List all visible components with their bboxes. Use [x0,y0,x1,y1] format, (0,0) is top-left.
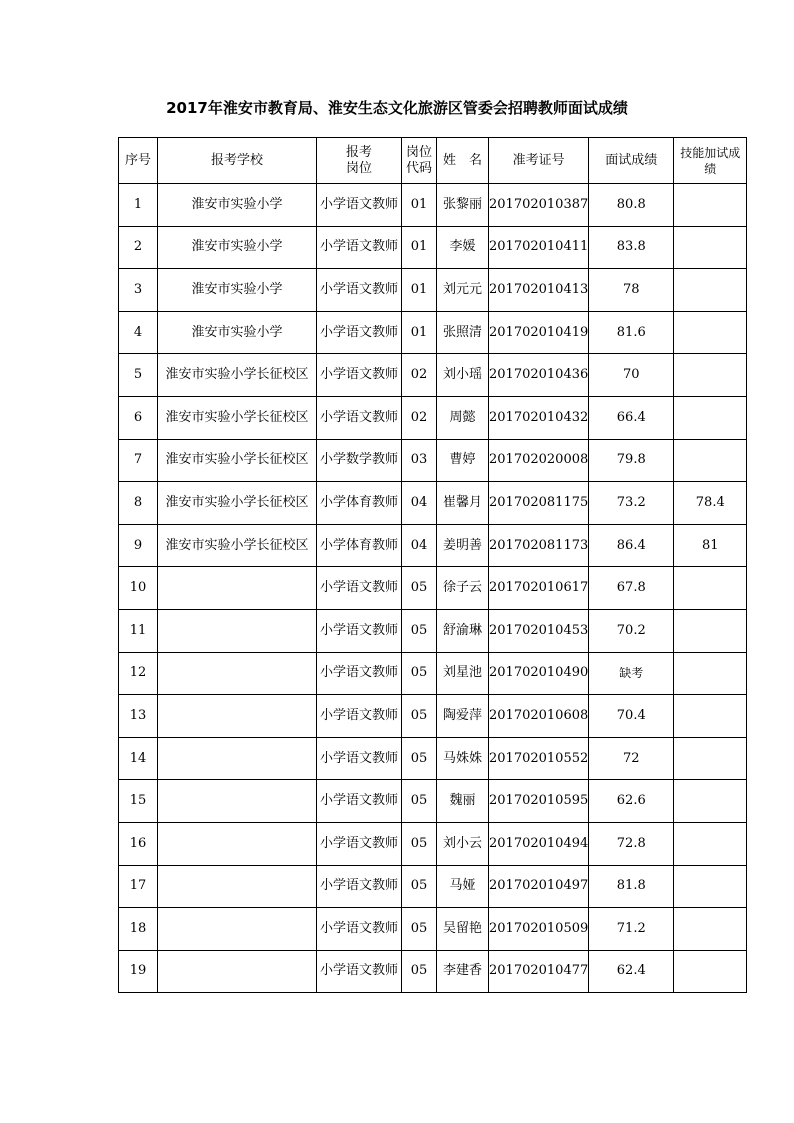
cell-code: 05 [402,908,437,951]
cell-skill [674,184,747,227]
cell-score: 70.2 [589,609,674,652]
cell-exam-no: 201702010477 [489,950,589,993]
cell-school: 淮安市实验小学长征校区 [158,524,317,567]
table-row [119,609,747,652]
cell-school [158,865,317,908]
header-skill-line2: 绩 [704,161,717,176]
cell-exam-no: 201702010552 [489,737,589,780]
cell-school: 淮安市实验小学 [158,226,317,269]
table-row [119,226,747,269]
cell-code: 05 [402,737,437,780]
cell-skill [674,567,747,610]
cell-seq: 15 [119,780,158,823]
header-skill-line1: 技能加试成 [680,145,741,160]
table-row [119,865,747,908]
cell-name: 魏丽 [437,780,489,823]
cell-school [158,737,317,780]
table-row [119,524,747,567]
cell-post: 小学语文教师 [317,269,402,312]
cell-skill [674,269,747,312]
cell-skill [674,695,747,738]
cell-school [158,908,317,951]
cell-exam-no: 201702010490 [489,652,589,695]
cell-name: 吴留艳 [437,908,489,951]
cell-skill: 78.4 [674,482,747,525]
cell-score: 67.8 [589,567,674,610]
cell-code: 05 [402,609,437,652]
cell-code: 01 [402,311,437,354]
cell-post: 小学语文教师 [317,780,402,823]
cell-school: 淮安市实验小学 [158,269,317,312]
header-seq: 序号 [119,138,158,184]
table-row [119,652,747,695]
cell-name: 徐子云 [437,567,489,610]
cell-school [158,652,317,695]
cell-code: 02 [402,354,437,397]
table-row [119,354,747,397]
cell-exam-no: 201702010432 [489,396,589,439]
cell-seq: 17 [119,865,158,908]
cell-seq: 16 [119,822,158,865]
cell-exam-no: 201702010436 [489,354,589,397]
cell-exam-no: 201702010608 [489,695,589,738]
cell-score: 71.2 [589,908,674,951]
cell-seq: 1 [119,184,158,227]
cell-exam-no: 201702010494 [489,822,589,865]
cell-seq: 5 [119,354,158,397]
cell-name: 刘元元 [437,269,489,312]
cell-code: 05 [402,652,437,695]
cell-seq: 6 [119,396,158,439]
header-post [317,138,402,184]
cell-post: 小学数学教师 [317,439,402,482]
cell-post: 小学语文教师 [317,822,402,865]
cell-school [158,567,317,610]
cell-score: 81.6 [589,311,674,354]
cell-school: 淮安市实验小学长征校区 [158,396,317,439]
header-exam-no: 准考证号 [489,138,589,184]
cell-skill [674,652,747,695]
header-name: 姓 名 [437,138,489,184]
cell-seq: 7 [119,439,158,482]
cell-skill [674,396,747,439]
cell-exam-no: 201702010419 [489,311,589,354]
cell-code: 04 [402,482,437,525]
cell-skill [674,737,747,780]
cell-seq: 10 [119,567,158,610]
cell-code: 05 [402,780,437,823]
header-post-line2: 岗位 [345,160,372,176]
cell-post: 小学语文教师 [317,950,402,993]
cell-skill [674,226,747,269]
cell-seq: 14 [119,737,158,780]
cell-skill [674,439,747,482]
cell-exam-no: 201702010497 [489,865,589,908]
table-row [119,737,747,780]
cell-score: 62.4 [589,950,674,993]
table-row [119,439,747,482]
cell-seq: 9 [119,524,158,567]
cell-name: 刘小瑶 [437,354,489,397]
cell-exam-no: 201702010617 [489,567,589,610]
cell-skill [674,609,747,652]
header-skill [674,138,747,184]
cell-name: 张照清 [437,311,489,354]
cell-school [158,950,317,993]
table-row [119,695,747,738]
cell-school [158,695,317,738]
cell-post: 小学语文教师 [317,354,402,397]
cell-exam-no: 201702010453 [489,609,589,652]
cell-score: 70 [589,354,674,397]
cell-skill [674,354,747,397]
cell-school: 淮安市实验小学长征校区 [158,354,317,397]
cell-post: 小学语文教师 [317,652,402,695]
cell-seq: 2 [119,226,158,269]
table-row [119,822,747,865]
cell-name: 陶爱萍 [437,695,489,738]
cell-seq: 3 [119,269,158,312]
cell-score: 80.8 [589,184,674,227]
cell-seq: 12 [119,652,158,695]
cell-code: 05 [402,865,437,908]
cell-exam-no: 201702010387 [489,184,589,227]
cell-school [158,609,317,652]
cell-name: 马娅 [437,865,489,908]
cell-post: 小学体育教师 [317,524,402,567]
table-row [119,908,747,951]
cell-post: 小学体育教师 [317,482,402,525]
cell-post: 小学语文教师 [317,609,402,652]
cell-name: 崔馨月 [437,482,489,525]
cell-score: 62.6 [589,780,674,823]
cell-score: 70.4 [589,695,674,738]
table-row [119,184,747,227]
cell-skill [674,950,747,993]
cell-school: 淮安市实验小学长征校区 [158,439,317,482]
cell-name: 马姝姝 [437,737,489,780]
cell-exam-no: 201702081173 [489,524,589,567]
cell-seq: 4 [119,311,158,354]
header-score: 面试成绩 [589,138,674,184]
cell-name: 刘小云 [437,822,489,865]
cell-skill [674,908,747,951]
cell-school [158,822,317,865]
score-table [118,137,747,993]
cell-score: 79.8 [589,439,674,482]
cell-exam-no: 201702010411 [489,226,589,269]
cell-post: 小学语文教师 [317,567,402,610]
cell-score: 72.8 [589,822,674,865]
cell-exam-no: 201702020008 [489,439,589,482]
cell-skill: 81 [674,524,747,567]
cell-post: 小学语文教师 [317,865,402,908]
cell-code: 01 [402,226,437,269]
table-row [119,567,747,610]
cell-skill [674,311,747,354]
cell-code: 04 [402,524,437,567]
cell-code: 05 [402,950,437,993]
cell-code: 01 [402,269,437,312]
cell-name: 张黎丽 [437,184,489,227]
cell-name: 李建香 [437,950,489,993]
cell-post: 小学语文教师 [317,695,402,738]
cell-skill [674,780,747,823]
cell-post: 小学语文教师 [317,311,402,354]
cell-seq: 19 [119,950,158,993]
cell-skill [674,822,747,865]
cell-post: 小学语文教师 [317,396,402,439]
cell-code: 03 [402,439,437,482]
cell-seq: 13 [119,695,158,738]
cell-name: 舒渝琳 [437,609,489,652]
table-row [119,950,747,993]
header-code [402,138,437,184]
cell-score: 83.8 [589,226,674,269]
cell-skill [674,865,747,908]
cell-name: 曹婷 [437,439,489,482]
table-body [119,184,747,993]
cell-code: 01 [402,184,437,227]
cell-seq: 18 [119,908,158,951]
cell-code: 05 [402,695,437,738]
cell-score: 72 [589,737,674,780]
cell-exam-no: 201702010595 [489,780,589,823]
cell-name: 李媛 [437,226,489,269]
cell-name: 周懿 [437,396,489,439]
table-row [119,269,747,312]
cell-post: 小学语文教师 [317,737,402,780]
header-code-line2: 代码 [405,160,432,176]
table-row [119,780,747,823]
header-code-line1: 岗位 [405,144,432,160]
cell-post: 小学语文教师 [317,908,402,951]
cell-seq: 11 [119,609,158,652]
cell-score: 86.4 [589,524,674,567]
cell-post: 小学语文教师 [317,226,402,269]
cell-code: 05 [402,567,437,610]
cell-score: 81.8 [589,865,674,908]
table-row [119,396,747,439]
header-post-line1: 报考 [345,144,372,160]
cell-school: 淮安市实验小学长征校区 [158,482,317,525]
table-row [119,482,747,525]
cell-post: 小学语文教师 [317,184,402,227]
cell-name: 姜明善 [437,524,489,567]
table-header-row [119,138,747,184]
cell-score: 78 [589,269,674,312]
table-row [119,311,747,354]
cell-school [158,780,317,823]
cell-score: 66.4 [589,396,674,439]
cell-score: 73.2 [589,482,674,525]
cell-school: 淮安市实验小学 [158,184,317,227]
cell-school: 淮安市实验小学 [158,311,317,354]
cell-name: 刘星池 [437,652,489,695]
header-school: 报考学校 [158,138,317,184]
cell-code: 05 [402,822,437,865]
cell-seq: 8 [119,482,158,525]
cell-exam-no: 201702081175 [489,482,589,525]
cell-score: 缺考 [589,652,674,695]
cell-code: 02 [402,396,437,439]
cell-exam-no: 201702010413 [489,269,589,312]
cell-exam-no: 201702010509 [489,908,589,951]
page-title: 2017年淮安市教育局、淮安生态文化旅游区管委会招聘教师面试成绩 [166,99,628,117]
